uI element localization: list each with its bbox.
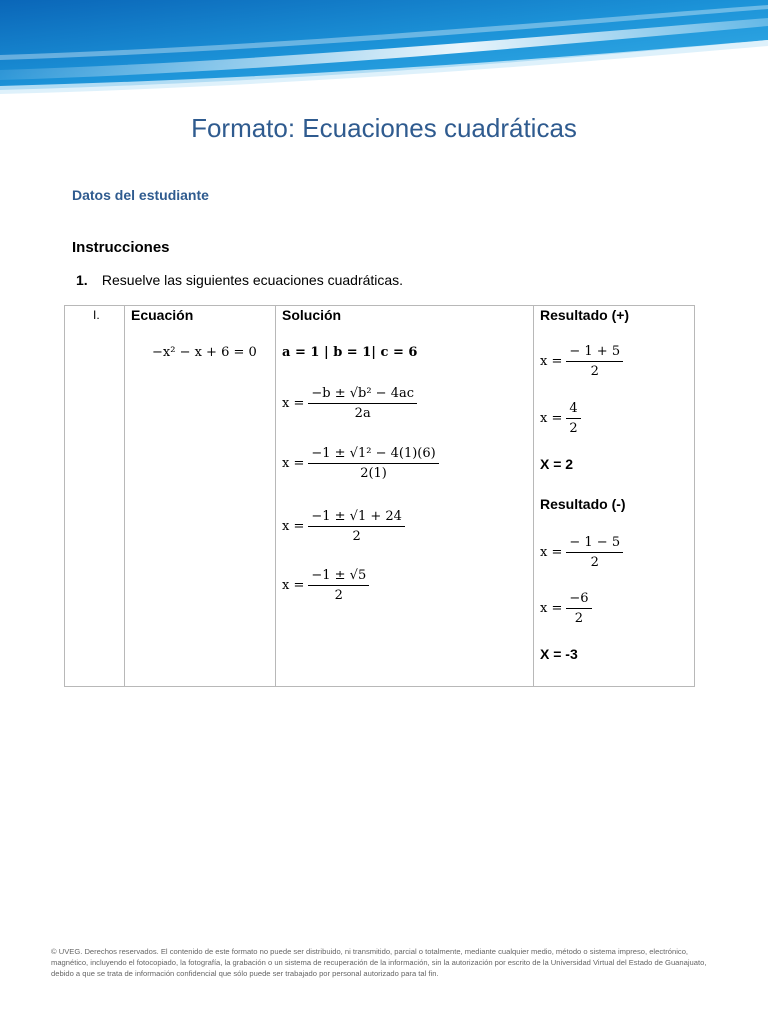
minus-step2-fraction bbox=[566, 591, 591, 626]
solution-header: Solución bbox=[282, 307, 342, 323]
result-minus-header: Resultado (-) bbox=[540, 496, 626, 512]
item-text: Resuelve las siguientes ecuaciones cuadráticas. bbox=[101, 272, 404, 288]
step3-numerator: −1 ± √5 bbox=[308, 568, 369, 586]
step1-fraction bbox=[308, 446, 438, 481]
plus-step2-row bbox=[540, 401, 581, 436]
page-title: Formato: Ecuaciones cuadráticas bbox=[191, 113, 577, 143]
minus-answer: X = -3 bbox=[540, 646, 578, 662]
minus-step1-row bbox=[540, 535, 623, 570]
plus-step1-numerator: − 1 + 5 bbox=[566, 344, 623, 362]
solution-cell bbox=[276, 306, 534, 687]
step3-row bbox=[282, 568, 369, 603]
result-plus-header: Resultado (+) bbox=[540, 307, 630, 323]
instruction-item bbox=[76, 272, 403, 288]
x-prefix: x = bbox=[540, 354, 563, 369]
equation-text: −x² − x + 6 = 0 bbox=[152, 345, 257, 360]
x-prefix: x = bbox=[282, 578, 305, 593]
x-prefix: x = bbox=[282, 396, 305, 411]
table-row bbox=[65, 306, 695, 687]
coefficients: a = 1 | b = 1| c = 6 bbox=[282, 345, 418, 360]
x-prefix: x = bbox=[540, 601, 563, 616]
minus-step1-denominator: 2 bbox=[590, 555, 599, 570]
plus-step2-denominator: 2 bbox=[569, 421, 578, 436]
plus-step1-row bbox=[540, 344, 623, 379]
formula-fraction bbox=[308, 386, 417, 421]
x-prefix: x = bbox=[540, 545, 563, 560]
plus-step2-numerator: 4 bbox=[566, 401, 580, 419]
row-label-cell bbox=[65, 306, 125, 687]
plus-step2-fraction bbox=[566, 401, 580, 436]
step2-fraction bbox=[308, 509, 405, 544]
step2-row bbox=[282, 509, 405, 544]
formula-row bbox=[282, 386, 417, 421]
minus-step2-denominator: 2 bbox=[574, 611, 584, 626]
plus-answer: X = 2 bbox=[540, 456, 574, 472]
x-prefix: x = bbox=[540, 411, 563, 426]
copyright-footer: © UVEG. Derechos reservados. El contenido de este formato no puede ser distribuido, ni transmitido, parcial o totalmente, mediante cualquier medio, método o sistema impreso, electrónico, magnético, incluyendo el fotocopiado, la fotografía, la grabación o un sistema de recuperación de la información, sin la autorización por escrito de la Universidad Virtual del Estado de Guanajuato, debido a que se trata de información confidencial que sólo puede ser trabajado por personal autorizado para tal fin. bbox=[51, 947, 707, 978]
step3-denominator: 2 bbox=[334, 588, 343, 603]
banner-graphic bbox=[0, 0, 768, 100]
step1-row bbox=[282, 446, 439, 481]
step1-denominator: 2(1) bbox=[360, 466, 387, 481]
minus-step2-row bbox=[540, 591, 592, 626]
step2-denominator: 2 bbox=[352, 529, 361, 544]
result-cell bbox=[534, 306, 695, 687]
formula-denominator: 2a bbox=[354, 406, 371, 421]
equation-header: Ecuación bbox=[131, 307, 194, 323]
minus-step2-numerator: −6 bbox=[566, 591, 591, 609]
step2-numerator: −1 ± √1 + 24 bbox=[308, 509, 405, 527]
header-banner bbox=[0, 0, 768, 100]
equation-cell bbox=[125, 306, 276, 687]
plus-step1-fraction bbox=[566, 344, 623, 379]
student-data-heading: Datos del estudiante bbox=[72, 187, 209, 203]
item-number: 1. bbox=[76, 272, 88, 288]
equations-table bbox=[64, 305, 695, 687]
minus-step1-fraction bbox=[566, 535, 623, 570]
step1-numerator: −1 ± √1² − 4(1)(6) bbox=[308, 446, 438, 464]
plus-step1-denominator: 2 bbox=[590, 364, 599, 379]
instructions-heading: Instrucciones bbox=[72, 239, 170, 256]
row-label: I. bbox=[93, 308, 100, 322]
formula-numerator: −b ± √b² − 4ac bbox=[308, 386, 417, 404]
step3-fraction bbox=[308, 568, 369, 603]
x-prefix: x = bbox=[282, 456, 305, 471]
minus-step1-numerator: − 1 − 5 bbox=[566, 535, 623, 553]
x-prefix: x = bbox=[282, 519, 305, 534]
